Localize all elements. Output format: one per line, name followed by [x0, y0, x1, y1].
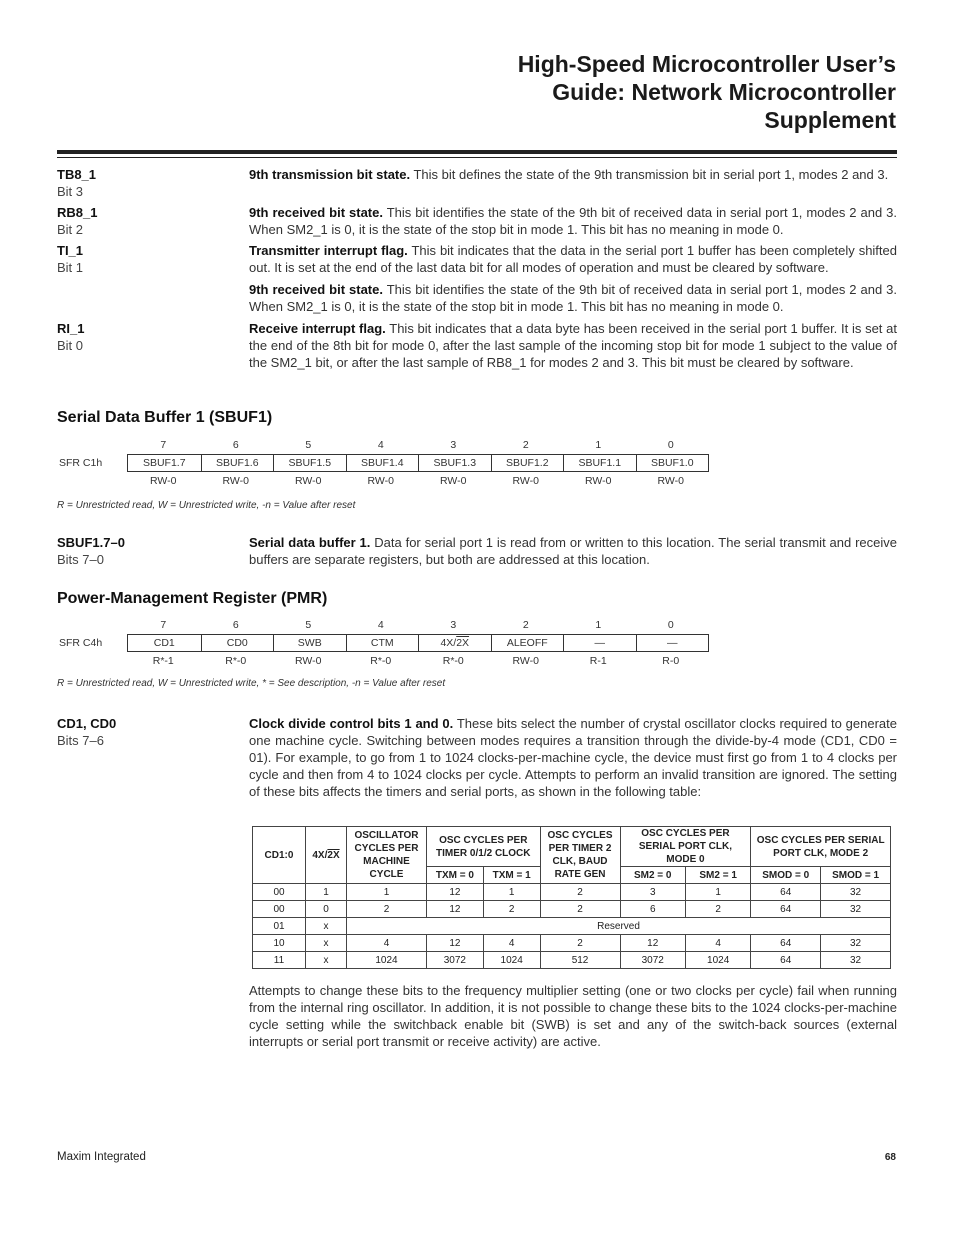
table-cell: 12 [427, 935, 484, 952]
register-cell: SBUF1.1 [563, 455, 636, 471]
footer-company: Maxim Integrated [57, 1151, 146, 1163]
bit-number: 3 [450, 619, 457, 631]
bit-number: 5 [305, 439, 312, 451]
paragraph-after-table: Attempts to change these bits to the frequency multiplier setting (one or two clocks per cycle) fail when running from the internal ring oscillator. In addition, it is not possible to change these bits to the 1024 clocks-per-machine cycle setting while the switchback enable bit (SWB) is set and any of the switch-back sources (external interrupts or serial port transmit or receive activity) are active. [249, 983, 897, 1049]
table-cell: 32 [821, 901, 891, 918]
table-cell: 3072 [620, 952, 685, 969]
bit-number: 5 [305, 619, 312, 631]
register-cell: SBUF1.4 [346, 455, 419, 471]
table-cell: 32 [821, 952, 891, 969]
rw-label: R*-0 [442, 655, 464, 667]
rw-label: R*-1 [152, 655, 174, 667]
table-cell: x [306, 952, 347, 969]
bit-number: 7 [160, 439, 167, 451]
register-note: R = Unrestricted read, W = Unrestricted write, * = See description, -n = Value after reset [57, 678, 446, 689]
register-cell: CD1 [153, 637, 175, 649]
rw-label: RW-0 [512, 655, 539, 667]
table-cell: 2 [540, 901, 620, 918]
bit-number: 2 [522, 439, 529, 451]
bit-number: 6 [232, 439, 239, 451]
bit-number: 6 [232, 619, 239, 631]
table-cell: 0 [306, 901, 347, 918]
register-cell: ALEOFF [491, 635, 564, 651]
header-rule [57, 150, 897, 154]
table-cell: 11 [253, 952, 306, 969]
table-cell: 4 [685, 935, 750, 952]
table-cell: x [306, 935, 347, 952]
table-cell: 2 [685, 901, 750, 918]
bit-number: 7 [160, 619, 167, 631]
table-cell: 12 [620, 935, 685, 952]
def-9th-rx: 9th received bit state. This bit identifies the state of the 9th bit of received data in serial port 1, modes 2 and 3. When SM2_1 is 0, it is the state of the stop bit in mode 1. This bit has no meaning in mode 0. [249, 282, 897, 314]
page-title: High-Speed Microcontroller User’s Guide: Network Microcontroller Supplement [517, 51, 896, 133]
bit-number: 4 [377, 439, 384, 451]
bit-number: 4 [377, 619, 384, 631]
rw-label: RW-0 [440, 475, 467, 487]
table-cell: 12 [427, 901, 484, 918]
rw-label: RW-0 [295, 475, 322, 487]
table-cell: 1 [685, 884, 750, 901]
register-cell: 4X/2X [418, 635, 491, 651]
table-cell: 2 [483, 901, 540, 918]
table-cell: 3072 [427, 952, 484, 969]
register-cell: SBUF1.0 [636, 455, 709, 471]
def-rb8: RB8_1 Bit 2 9th received bit state. This bit identifies the state of the 9th bit of received data in serial port 1, modes 2 and 3. When SM2_1 is 0, it is the state of the stop bit in mode 1. This bit has no meaning in mode 0. [57, 205, 897, 237]
table-cell: 1024 [685, 952, 750, 969]
table-subheader: TXM = 1 [483, 867, 540, 884]
table-row [253, 952, 891, 969]
table-cell: x [306, 918, 347, 935]
table-cell: 12 [427, 884, 484, 901]
def-cd: CD1, CD0 Bits 7–6 Clock divide control bits 1 and 0. These bits select the number of crystal oscillator clocks required to generate one machine cycle. Switching between modes requires a transition through the divide-by-4 mode (CD1, CD0 = 01). For example, to go from 1 to 1024 clocks-per-machine cycle, the device must first go from 1 to 4 clocks per cycle and then from 4 to 1024 clocks per cycle. Attempts to perform an invalid transition are ignored. The setting of these bits affects the timers and serial ports, as shown in the following table: [57, 716, 897, 799]
rw-label: RW-0 [585, 475, 612, 487]
table-cell: 64 [751, 901, 821, 918]
bit-number: 0 [667, 619, 674, 631]
rw-label: R*-0 [370, 655, 392, 667]
page-number: 68 [884, 1152, 896, 1163]
table-subheader: SM2 = 0 [620, 867, 685, 884]
rw-label: RW-0 [295, 655, 322, 667]
register-note: R = Unrestricted read, W = Unrestricted write, -n = Value after reset [57, 500, 356, 511]
register-pmr: 7 6 5 4 3 2 1 0 SFR C4h CD1 CD0 SWB CTM 4X/2X ALEOFF — — R*-1 R*-0 RW-0 R*-0 R*-0 RW-0 R-1 R-0 [57, 619, 757, 679]
register-cell: SBUF1.6 [201, 455, 274, 471]
section-heading-pmr: Power-Management Register (PMR) [57, 590, 328, 607]
bit-number: 0 [667, 439, 674, 451]
table-subheader: TXM = 0 [427, 867, 484, 884]
table-cell: 1024 [347, 952, 427, 969]
def-sbuf1: SBUF1.7–0 Bits 7–0 Serial data buffer 1. Data for serial port 1 is read from or written to this location. The serial transmit and receive buffers are separate registers, but both are addressed at this location. [57, 535, 897, 567]
table-subheader: SM2 = 1 [685, 867, 750, 884]
rw-label: RW-0 [512, 475, 539, 487]
table-cell: 64 [751, 884, 821, 901]
table-cell: 1 [483, 884, 540, 901]
table-cell: Reserved [347, 918, 891, 935]
rw-label: RW-0 [222, 475, 249, 487]
table-row [253, 884, 891, 901]
rw-label: RW-0 [150, 475, 177, 487]
register-cell: SBUF1.5 [273, 455, 346, 471]
table-cell: 32 [821, 935, 891, 952]
table-cell: 1024 [483, 952, 540, 969]
table-cell: 1 [347, 884, 427, 901]
table-cell: 32 [821, 884, 891, 901]
table-cell: 3 [620, 884, 685, 901]
register-sbuf1: 7 6 5 4 3 2 1 0 SFR C1h SBUF1.7 SBUF1.6 SBUF1.5 SBUF1.4 SBUF1.3 SBUF1.2 SBUF1.1 SBUF1.0 RW-0 RW-0 RW-0 RW-0 RW-0 RW-0 RW-0 RW-0 [57, 439, 757, 499]
register-cell: CD0 [201, 635, 274, 651]
bit-number: 2 [522, 619, 529, 631]
rw-label: RW-0 [367, 475, 394, 487]
table-cell: 1 [306, 884, 347, 901]
register-cell: SWB [273, 635, 346, 651]
register-cell: SBUF1.3 [418, 455, 491, 471]
bit-number: 1 [595, 439, 602, 451]
table-cell: 01 [253, 918, 306, 935]
register-cell: — [636, 635, 709, 651]
bit-number: 1 [595, 619, 602, 631]
table-cell: 00 [253, 901, 306, 918]
rw-label: RW-0 [657, 475, 684, 487]
def-tb8: TB8_1 Bit 3 9th transmission bit state. This bit defines the state of the 9th transmission bit in serial port 1, modes 2 and 3. [57, 167, 889, 199]
register-cell: SBUF1.7 [142, 457, 186, 469]
def-ri: RI_1 Bit 0 Receive interrupt flag. This bit indicates that a data byte has been received in the serial port 1 buffer. It is set at the end of the 8th bit for mode 0, after the last sample of the incoming stop bit for mode 1 subject to the value of the SM2_1 bit, or after the last sample of RB8_1 for modes 2 and 3. This bit must be cleared by software. [57, 321, 897, 370]
table-cell: 6 [620, 901, 685, 918]
rw-label: R-0 [662, 655, 680, 667]
table-row [253, 935, 891, 952]
section-heading-sbuf1: Serial Data Buffer 1 (SBUF1) [57, 409, 273, 426]
register-cell: SBUF1.2 [491, 455, 564, 471]
rw-label: R-1 [589, 655, 607, 667]
rw-label: R*-0 [225, 655, 247, 667]
table-cell: 64 [751, 952, 821, 969]
register-cell: — [563, 635, 636, 651]
table-cell: 4 [483, 935, 540, 952]
table-cell: 10 [253, 935, 306, 952]
table-cell: 512 [540, 952, 620, 969]
register-cell: CTM [346, 635, 419, 651]
clock-divide-table: CD1:0 4X/2X OSCILLATOR CYCLES PER MACHINE CYCLE OSC CYCLES PER TIMER 0/1/2 CLOCK OSC CYCLES PER TIMER 2 CLK, BAUD RATE GEN OSC CYCLES PER SERIAL PORT CLK, MODE 0 OSC CYCLES PER SERIAL PORT CLK, MODE 2 TXM = 0 TXM = 1 SM2 = 0 SM2 = 1 SMOD = 0 SMOD = 1 00 1 1 12 1 2 3 1 64 32 00 0 2 12 2 2 6 2 64 32 01 x Reserved 10 x 4 12 4 2 12 4 64 32 11 x 1024 3072 1024 512 3072 1024 64 32 [252, 826, 891, 969]
table-cell: 64 [751, 935, 821, 952]
table-subheader: SMOD = 0 [751, 867, 821, 884]
table-row [253, 901, 891, 918]
table-subheader: SMOD = 1 [821, 867, 891, 884]
def-ti: TI_1 Bit 1 Transmitter interrupt flag. This bit indicates that the data in the serial port 1 buffer has been completely shifted out. It is set at the end of the last data bit for all modes of operation and must be cleared by software. [57, 243, 897, 275]
table-cell: 00 [253, 884, 306, 901]
table-cell: 2 [540, 935, 620, 952]
header-rule-thin [57, 157, 897, 158]
table-row [253, 918, 891, 935]
bit-number: 3 [450, 439, 457, 451]
table-cell: 2 [347, 901, 427, 918]
table-cell: 2 [540, 884, 620, 901]
table-cell: 4 [347, 935, 427, 952]
